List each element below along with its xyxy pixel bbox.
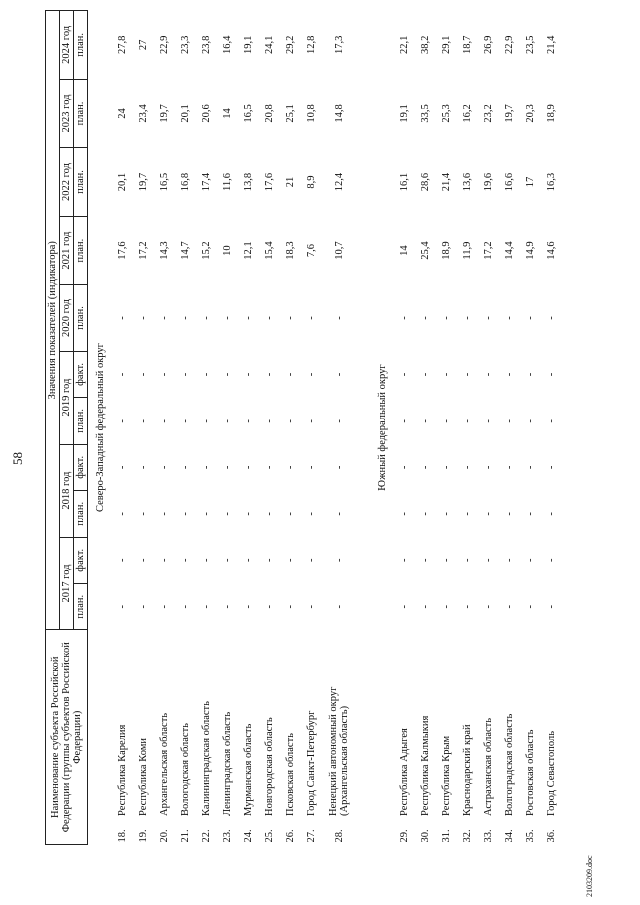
row-number: 18. (117, 829, 128, 843)
value-cell: - (483, 316, 494, 320)
header-values-title: Значения показателей (индикатора) (46, 11, 60, 630)
value-cell: 38,2 (420, 35, 431, 55)
value-cell: - (243, 372, 254, 377)
header-plan: план. (74, 491, 88, 537)
value-cell: 17 (525, 176, 536, 188)
value-cell: - (180, 465, 191, 470)
value-cell: - (420, 604, 431, 609)
value-cell: - (243, 604, 254, 609)
value-cell: - (243, 316, 254, 320)
value-cell: - (504, 372, 515, 377)
table-row (436, 11, 457, 845)
value-cell: 16,4 (222, 35, 233, 55)
header-subject-name: Наименование субъекта Российской Федерации (группы субъектов Российской Федерации) (46, 630, 88, 845)
row-number: 26. (285, 829, 296, 843)
table-row (457, 11, 478, 845)
table-row (175, 11, 196, 845)
value-cell: - (420, 419, 431, 423)
value-cell: - (159, 465, 170, 470)
value-cell: - (420, 558, 431, 563)
value-cell: - (264, 316, 275, 320)
section-header-row (370, 11, 394, 845)
value-cell: - (462, 512, 473, 516)
table-row (394, 11, 415, 845)
value-cell: 29,2 (285, 35, 296, 55)
value-cell: - (306, 316, 317, 320)
value-cell: - (201, 316, 212, 320)
value-cell: - (525, 419, 536, 423)
row-number: 34. (504, 829, 515, 843)
value-cell: - (222, 372, 233, 377)
value-cell: 19,6 (483, 172, 494, 192)
value-cell: 10,7 (333, 241, 345, 260)
value-cell: - (306, 558, 317, 563)
row-number: 36. (546, 829, 557, 843)
header-plan: план. (74, 148, 88, 217)
value-cell: - (399, 512, 410, 516)
table-row (301, 11, 322, 845)
value-cell: 24,1 (264, 35, 275, 55)
value-cell: - (333, 465, 345, 470)
value-cell: - (159, 372, 170, 377)
page-number: 58 (10, 452, 25, 465)
value-cell: - (222, 419, 233, 423)
subject-name: Псковская область (285, 733, 296, 816)
value-cell: - (504, 465, 515, 470)
value-cell: 25,4 (420, 241, 431, 260)
value-cell: - (201, 604, 212, 609)
value-cell: 14,4 (504, 241, 515, 260)
value-cell: - (138, 512, 149, 516)
row-number: 28. (333, 829, 345, 843)
value-cell: - (420, 512, 431, 516)
value-cell: 19,7 (504, 104, 515, 123)
header-plan: план. (74, 285, 88, 351)
value-cell: - (222, 512, 233, 516)
value-cell: - (285, 419, 296, 423)
value-cell: - (420, 372, 431, 377)
value-cell: - (525, 316, 536, 320)
value-cell: - (222, 558, 233, 563)
value-cell: - (441, 558, 452, 563)
value-cell: - (504, 558, 515, 563)
value-cell: - (399, 558, 410, 563)
value-cell: - (306, 512, 317, 516)
value-cell: - (546, 512, 557, 516)
value-cell: - (333, 512, 345, 516)
value-cell: - (306, 419, 317, 423)
value-cell: - (399, 465, 410, 470)
value-cell: 17,2 (483, 241, 494, 260)
header-fact: факт. (74, 351, 88, 397)
row-number: 29. (399, 829, 410, 843)
value-cell: - (264, 372, 275, 377)
value-cell: - (243, 512, 254, 516)
value-cell: 28,6 (420, 172, 431, 192)
value-cell: - (546, 604, 557, 609)
header-year-2024: 2024 год (60, 11, 74, 80)
value-cell: - (462, 465, 473, 470)
row-number: 27. (306, 829, 317, 843)
value-cell: - (546, 372, 557, 377)
subject-name: Республика Карелия (117, 724, 128, 816)
value-cell: - (138, 372, 149, 377)
value-cell: 18,3 (285, 241, 296, 260)
value-cell: 16,2 (462, 104, 473, 123)
value-cell: 17,4 (201, 172, 212, 192)
value-cell: 18,9 (546, 104, 557, 123)
value-cell: - (117, 512, 128, 516)
value-cell: - (159, 316, 170, 320)
value-cell: - (306, 465, 317, 470)
value-cell: 21,4 (441, 172, 452, 192)
value-cell: - (180, 558, 191, 563)
value-cell: 15,2 (201, 241, 212, 260)
value-cell: 19,1 (243, 35, 254, 55)
subject-name: Астраханская область (483, 717, 494, 816)
value-cell: 14,8 (333, 104, 345, 123)
table-row (280, 11, 301, 845)
value-cell: - (138, 419, 149, 423)
value-cell: - (483, 465, 494, 470)
row-number: 20. (159, 829, 170, 843)
table-row (112, 11, 133, 845)
row-number: 25. (264, 829, 275, 843)
table-row (499, 11, 520, 845)
header-year-2019: 2019 год (60, 351, 74, 444)
header-year-2021: 2021 год (60, 216, 74, 285)
value-cell: - (306, 372, 317, 377)
value-cell: - (441, 419, 452, 423)
value-cell: - (243, 465, 254, 470)
value-cell: - (525, 558, 536, 563)
header-year-2022: 2022 год (60, 148, 74, 217)
value-cell: - (546, 465, 557, 470)
value-cell: - (159, 512, 170, 516)
value-cell: - (243, 419, 254, 423)
value-cell: - (441, 465, 452, 470)
value-cell: - (222, 316, 233, 320)
subject-name: Ненецкий автономный округ (Архангельская область) (328, 686, 350, 816)
value-cell: 23,8 (201, 35, 212, 55)
row-number: 23. (222, 829, 233, 843)
value-cell: - (504, 512, 515, 516)
table-row (415, 11, 436, 845)
value-cell: - (333, 604, 345, 609)
value-cell: - (525, 604, 536, 609)
table-row (259, 11, 280, 845)
value-cell: 8,9 (306, 175, 317, 189)
value-cell: - (159, 558, 170, 563)
value-cell: - (117, 558, 128, 563)
value-cell: 21 (285, 176, 296, 188)
value-cell: - (462, 419, 473, 423)
value-cell: - (504, 419, 515, 423)
value-cell: 17,6 (117, 241, 128, 260)
value-cell: 16,1 (399, 172, 410, 192)
value-cell: 14,7 (180, 241, 191, 260)
row-number: 33. (483, 829, 494, 843)
value-cell: - (399, 604, 410, 609)
header-plan: план. (74, 583, 88, 629)
value-cell: - (306, 604, 317, 609)
value-cell: 16,3 (546, 172, 557, 192)
value-cell: - (441, 372, 452, 377)
table-row (133, 11, 154, 845)
subject-name: Ростовская область (525, 729, 536, 816)
value-cell: - (483, 604, 494, 609)
value-cell: 17,2 (138, 241, 149, 260)
value-cell: - (285, 558, 296, 563)
indicator-table-container (45, 10, 562, 845)
value-cell: - (264, 604, 275, 609)
subject-name: Волгоградская область (504, 713, 515, 816)
table-row (238, 11, 259, 845)
value-cell: 25,3 (441, 104, 452, 123)
value-cell: 23,2 (483, 104, 494, 123)
row-number: 22. (201, 829, 212, 843)
value-cell: 22,9 (159, 35, 170, 55)
subject-name: Город Санкт-Петербург (306, 710, 317, 816)
value-cell: - (546, 419, 557, 423)
value-cell: 23,5 (525, 35, 536, 55)
value-cell: 11,9 (462, 241, 473, 260)
value-cell: - (159, 604, 170, 609)
value-cell: - (222, 604, 233, 609)
value-cell: - (462, 604, 473, 609)
header-year-2017: 2017 год (60, 537, 74, 630)
value-cell: - (546, 316, 557, 320)
value-cell: 12,4 (333, 172, 345, 192)
value-cell: 16,5 (159, 172, 170, 192)
table-row (217, 11, 238, 845)
value-cell: - (117, 419, 128, 423)
value-cell: - (399, 372, 410, 377)
value-cell: - (201, 372, 212, 377)
value-cell: - (264, 512, 275, 516)
header-plan: план. (74, 79, 88, 148)
document-id: 2103209.doc (585, 855, 594, 897)
value-cell: - (180, 604, 191, 609)
value-cell: 16,8 (180, 172, 191, 192)
header-plan: план. (74, 216, 88, 285)
value-cell: - (201, 419, 212, 423)
value-cell: 27 (138, 39, 149, 51)
table-row (196, 11, 217, 845)
value-cell: 14,6 (546, 241, 557, 260)
value-cell: 12,8 (306, 35, 317, 55)
value-cell: 15,4 (264, 241, 275, 260)
value-cell: - (243, 558, 254, 563)
value-cell: 10 (222, 245, 233, 256)
row-number: 35. (525, 829, 536, 843)
value-cell: 16,6 (504, 172, 515, 192)
value-cell: - (420, 316, 431, 320)
header-fact: факт. (74, 444, 88, 490)
subject-name: Республика Коми (138, 737, 149, 816)
value-cell: 20,1 (117, 172, 128, 192)
value-cell: - (333, 419, 345, 423)
value-cell: - (420, 465, 431, 470)
subject-name: Архангельская область (159, 712, 170, 816)
value-cell: - (201, 465, 212, 470)
value-cell: - (546, 558, 557, 563)
value-cell: 29,1 (441, 35, 452, 55)
value-cell: 23,3 (180, 35, 191, 55)
value-cell: - (441, 512, 452, 516)
value-cell: 17,6 (264, 172, 275, 192)
value-cell: 20,3 (525, 104, 536, 123)
value-cell: 16,5 (243, 104, 254, 123)
header-fact: факт. (74, 537, 88, 583)
subject-name: Ленинградская область (222, 711, 233, 816)
subject-name: Республика Адыгея (399, 728, 410, 816)
value-cell: 22,1 (399, 35, 410, 55)
table-row (541, 11, 562, 845)
value-cell: - (525, 465, 536, 470)
value-cell: - (180, 372, 191, 377)
value-cell: - (483, 558, 494, 563)
value-cell: - (180, 419, 191, 423)
value-cell: - (483, 512, 494, 516)
value-cell: - (483, 372, 494, 377)
value-cell: - (441, 604, 452, 609)
spacer-cell (356, 11, 370, 845)
value-cell: - (264, 419, 275, 423)
value-cell: - (285, 465, 296, 470)
value-cell: - (399, 316, 410, 320)
table-row (154, 11, 175, 845)
value-cell: - (333, 372, 345, 377)
row-number: 30. (420, 829, 431, 843)
value-cell: 14 (222, 108, 233, 119)
value-cell: - (138, 558, 149, 563)
header-plan: план. (74, 11, 88, 80)
value-cell: 11,6 (222, 173, 233, 192)
value-cell: 18,7 (462, 35, 473, 55)
value-cell: - (117, 372, 128, 377)
value-cell: - (138, 465, 149, 470)
header-plan: план. (74, 398, 88, 444)
value-cell: 33,5 (420, 104, 431, 123)
subject-name: Республика Крым (441, 735, 452, 816)
header-year-2018: 2018 год (60, 444, 74, 537)
value-cell: - (159, 419, 170, 423)
value-cell: 19,7 (138, 172, 149, 192)
value-cell: 7,6 (306, 244, 317, 258)
value-cell: - (285, 512, 296, 516)
value-cell: - (285, 372, 296, 377)
value-cell: - (117, 465, 128, 470)
value-cell: - (285, 604, 296, 609)
subject-name: Мурманская область (243, 723, 254, 816)
value-cell: - (462, 316, 473, 320)
value-cell: - (138, 604, 149, 609)
value-cell: 19,7 (159, 104, 170, 123)
value-cell: 13,6 (462, 172, 473, 192)
value-cell: 27,8 (117, 35, 128, 55)
value-cell: - (285, 316, 296, 320)
spacer-row (356, 11, 370, 845)
row-number: 32. (462, 829, 473, 843)
header-year-2023: 2023 год (60, 79, 74, 148)
value-cell: - (117, 316, 128, 320)
value-cell: 12,1 (243, 241, 254, 260)
value-cell: 19,1 (399, 104, 410, 123)
section-title: Южный федеральный округ (376, 364, 388, 491)
subject-name: Новгородская область (264, 717, 275, 816)
header-year-2020: 2020 год (60, 285, 74, 351)
subject-name: Вологодская область (180, 723, 191, 816)
indicator-table (45, 10, 562, 845)
row-number: 19. (138, 829, 149, 843)
table-row (322, 11, 356, 845)
row-number: 31. (441, 829, 452, 843)
value-cell: - (504, 316, 515, 320)
value-cell: 10,8 (306, 104, 317, 123)
value-cell: - (525, 372, 536, 377)
value-cell: - (399, 419, 410, 423)
value-cell: 26,9 (483, 35, 494, 55)
table-body (88, 11, 563, 845)
value-cell: - (525, 512, 536, 516)
value-cell: 24 (117, 108, 128, 119)
value-cell: 17,3 (333, 35, 345, 55)
value-cell: - (333, 316, 345, 320)
value-cell: - (462, 372, 473, 377)
value-cell: 13,8 (243, 172, 254, 192)
value-cell: - (462, 558, 473, 563)
table-row (478, 11, 499, 845)
value-cell: - (504, 604, 515, 609)
value-cell: 21,4 (546, 35, 557, 55)
value-cell: 14,3 (159, 241, 170, 260)
value-cell: - (117, 604, 128, 609)
subject-name: Калининградская область (201, 701, 212, 816)
value-cell: 20,1 (180, 104, 191, 123)
value-cell: - (180, 316, 191, 320)
row-number: 21. (180, 829, 191, 843)
subject-name: Город Севастополь (546, 731, 557, 816)
section-title: Северо-Западный федеральный округ (94, 343, 106, 512)
value-cell: 20,6 (201, 104, 212, 123)
value-cell: - (333, 558, 345, 563)
value-cell: 23,4 (138, 104, 149, 123)
value-cell: - (180, 512, 191, 516)
section-header-row (88, 11, 113, 845)
value-cell: 25,1 (285, 104, 296, 123)
value-cell: 14,9 (525, 241, 536, 260)
subject-name: Республика Калмыкия (420, 715, 431, 816)
value-cell: - (201, 512, 212, 516)
value-cell: - (264, 465, 275, 470)
row-number: 24. (243, 829, 254, 843)
value-cell: - (138, 316, 149, 320)
value-cell: - (483, 419, 494, 423)
value-cell: 22,9 (504, 35, 515, 55)
value-cell: - (441, 316, 452, 320)
value-cell: 20,8 (264, 104, 275, 123)
value-cell: - (222, 465, 233, 470)
table-row (520, 11, 541, 845)
subject-name: Краснодарский край (462, 724, 473, 816)
value-cell: - (264, 558, 275, 563)
value-cell: - (201, 558, 212, 563)
value-cell: 14 (399, 245, 410, 256)
value-cell: 18,9 (441, 241, 452, 260)
